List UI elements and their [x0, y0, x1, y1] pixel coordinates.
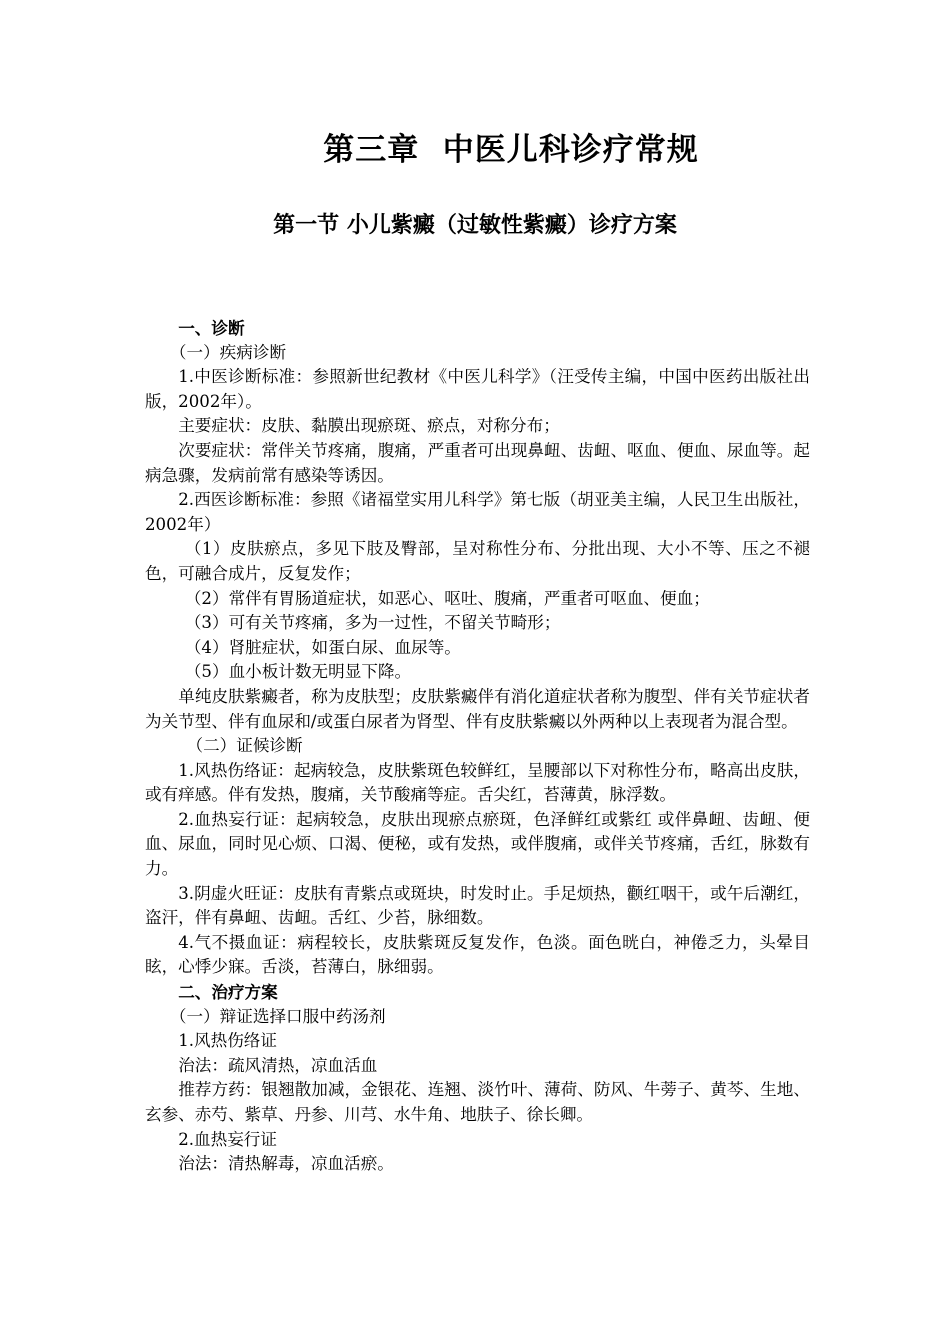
section-heading: 一、诊断 — [178, 318, 245, 338]
paragraph: （二）证候诊断 — [186, 736, 303, 756]
paragraph: 推荐方药：银翘散加减，金银花、连翘、淡竹叶、薄荷、防风、牛蒡子、黄芩、生地、玄参、赤芍、紫草、丹参、川芎、水牛角、地肤子、徐长卿。 — [145, 1080, 810, 1124]
paragraph: 1.中医诊断标准：参照新世纪教材《中医儿科学》（汪受传主编，中国中医药出版社出版，2002年）。 — [145, 367, 810, 411]
section-heading: （一）疾病诊断 — [169, 342, 287, 362]
chapter-title: 第三章 中医儿科诊疗常规 — [323, 132, 699, 168]
paragraph: 2.西医诊断标准：参照《诸福堂实用儿科学》第七版（胡亚美主编，人民卫生出版社，2002年） — [145, 490, 810, 534]
paragraph: 2.血热妄行证 — [178, 1129, 277, 1149]
paragraph: （1）皮肤瘀点，多见下肢及臀部，呈对称性分布、分批出现、大小不等、压之不褪色，可融合成片，反复发作； — [145, 539, 810, 583]
section-heading: （一）辩证选择口服中药汤剂 — [169, 1006, 386, 1026]
paragraph: 主要症状：皮肤、黏膜出现瘀斑、瘀点，对称分布； — [178, 416, 560, 436]
paragraph: （2）常伴有胃肠道症状，如恶心、呕吐、腹痛，严重者可呕血、便血； — [184, 588, 710, 608]
paragraph: 治法：疏风清热，凉血活血 — [178, 1055, 378, 1075]
paragraph: 1.风热伤络证：起病较急，皮肤紫斑色较鲜红，呈腰部以下对称性分布，略高出皮肤，或有痒感。伴有发热，腹痛，关节酸痛等症。舌尖红，苔薄黄，脉浮数。 — [145, 760, 810, 805]
paragraph: 次要症状：常伴关节疼痛，腹痛，严重者可出现鼻衄、齿衄、呕血、便血、尿血等。起病急骤，发病前常有感染等诱因。 — [145, 440, 810, 485]
paragraph: 4.气不摄血证：病程较长，皮肤紫斑反复发作，色淡。面色晄白，神倦乏力，头晕目眩，心悸少寐。舌淡，苔薄白，脉细弱。 — [145, 932, 810, 977]
section-heading: 二、治疗方案 — [178, 982, 278, 1003]
paragraph: （5）血小板计数无明显下降。 — [184, 662, 412, 682]
paragraph: 治法：清热解毒，凉血活瘀。 — [178, 1154, 394, 1174]
section-title: 第一节 小儿紫癜（过敏性紫癜）诊疗方案 — [273, 212, 677, 238]
paragraph: （4）肾脏症状，如蛋白尿、血尿等。 — [184, 637, 461, 657]
paragraph: 3.阴虚火旺证：皮肤有青紫点或斑块，时发时止。手足烦热，颧红咽干，或午后潮红，盗汗，伴有鼻衄、齿衄。舌红、少苔，脉细数。 — [145, 883, 810, 928]
paragraph: 单纯皮肤紫癜者，称为皮肤型；皮肤紫癜伴有消化道症状者称为腹型、伴有关节症状者为关节型、伴有血尿和/或蛋白尿者为肾型、伴有皮肤紫癜以外两种以上表现者为混合型。 — [145, 686, 810, 731]
paragraph: 2.血热妄行证：起病较急，皮肤出现瘀点瘀斑，色泽鲜红或紫红 或伴鼻衄、齿衄、便血、尿血，同时见心烦、口渴、便秘，或有发热，或伴腹痛，或伴关节疼痛，舌红，脉数有力。 — [145, 809, 810, 879]
paragraph: （3）可有关节疼痛，多为一过性，不留关节畸形； — [184, 613, 561, 633]
paragraph: 1.风热伤络证 — [178, 1031, 277, 1051]
document-body — [145, 316, 810, 1177]
